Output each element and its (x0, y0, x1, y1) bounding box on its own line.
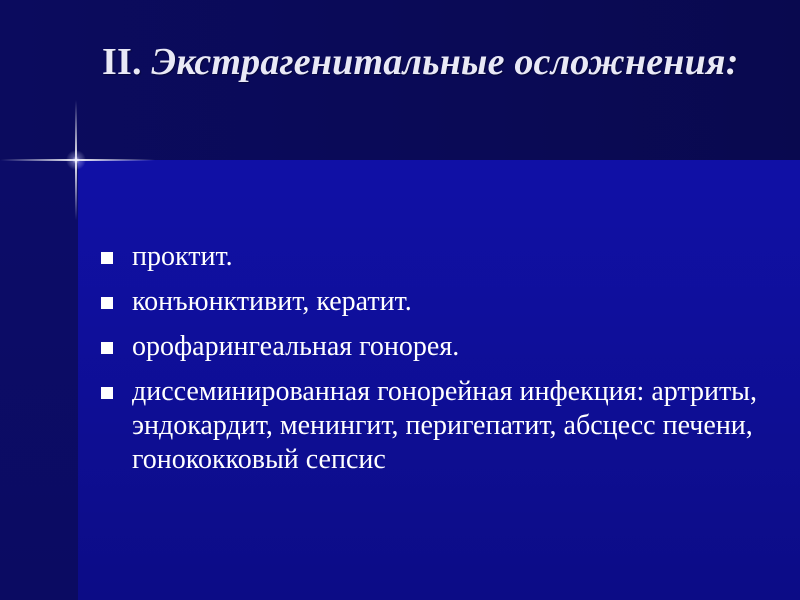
square-bullet-icon (101, 252, 113, 264)
bullet-list (100, 240, 760, 488)
title-number: II. (102, 41, 142, 83)
list-item-text: диссеминированная гонорейная инфекция: артриты, эндокардит, менингит, перигепатит, абсцесс печени, гонококковый сепсис (132, 376, 757, 475)
list-item (100, 240, 760, 274)
list-item-text: конъюнктивит, кератит. (132, 286, 412, 317)
slide-title (102, 38, 762, 86)
list-item (100, 375, 760, 477)
square-bullet-icon (101, 342, 113, 354)
left-band (0, 160, 78, 600)
square-bullet-icon (101, 297, 113, 309)
list-item-text: орофарингеальная гонорея. (132, 331, 460, 362)
list-item (100, 285, 760, 319)
list-item-text: проктит. (132, 241, 233, 272)
title-text: Экстрагенитальные осложнения: (151, 41, 739, 83)
square-bullet-icon (101, 387, 113, 399)
list-item (100, 330, 760, 364)
